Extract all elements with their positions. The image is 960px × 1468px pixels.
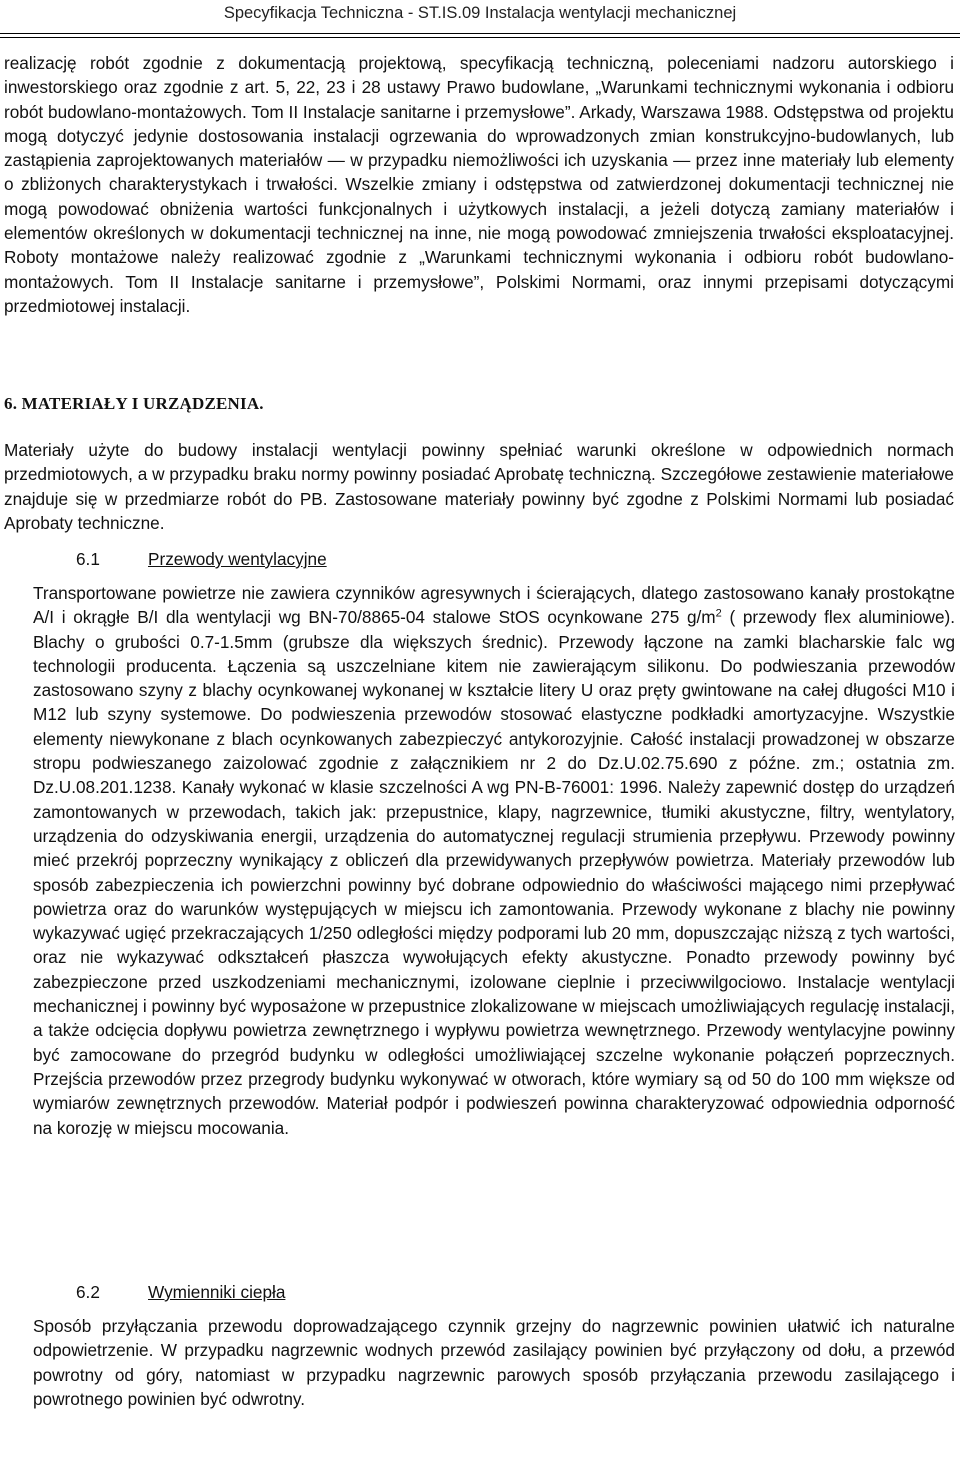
section-6-1-title: Przewody wentylacyjne bbox=[148, 549, 327, 569]
section-6-2-heading bbox=[76, 1280, 285, 1304]
superscript-exponent: 2 bbox=[715, 607, 722, 620]
section-6-heading: 6. MATERIAŁY I URZĄDZENIA. bbox=[4, 394, 264, 413]
section-6-1-text-a: Transportowane powietrze nie zawiera czynników agresywnych i ścierających, dlatego zastosowano kanały prostokątne A/I i okrągłe B/I dla wentylacji wg BN-70/8865-04 stalowe StOS ocynkowane 275 g/m bbox=[33, 583, 955, 628]
section-6-paragraph: Materiały użyte do budowy instalacji wentylacji powinny spełniać warunki określone w odpowiednich normach przedmiotowych, a w przypadku braku normy powinny posiadać Aprobatę techniczną. Szczegółowe zestawienie materiałowe znajduje się w przedmiarze robót do PB. Zastosowane materiały powinny być zgodne z Polskimi Normami lub posiadać Aprobaty techniczne. bbox=[4, 440, 954, 533]
header-rule-bottom bbox=[0, 37, 960, 38]
section-6-2-paragraph: Sposób przyłączania przewodu doprowadzającego czynnik grzejny do nagrzewnic powinien ułatwić ich naturalne odpowietrzenie. W przypadku nagrzewnic wodnych przewód zasilający powinien być przyłączony od dołu, a przewód powrotny od góry, natomiast w przypadku nagrzewnic parowych sposób przyłączania przewodu zasilającego i powrotnego powinien być odwrotny. bbox=[33, 1316, 955, 1409]
header-rule-top bbox=[0, 33, 960, 34]
section-6-2-title: Wymienniki ciepła bbox=[148, 1282, 286, 1302]
intro-paragraph: realizację robót zgodnie z dokumentacją projektową, specyfikacją techniczną, poleceniami nadzoru autorskiego i inwestorskiego oraz zgodnie z art. 5, 22, 23 i 28 ustawy Prawo budowlane, „Warunkami technicznymi wykonania i odbioru robót budowlano-montażowych. Tom II Instalacje sanitarne i przemysłowe”. Arkady, Warszawa 1988. Odstępstwa od projektu mogą dotyczyć jedynie dostosowania instalacji ogrzewania do wprowadzonych zmian konstrukcyjno-budowlanych, lub zastąpienia zaprojektowanych materiałów — w przypadku niemożliwości ich uzyskania — przez inne materiały lub elementy o zbliżonych charakterystykach i trwałości. Wszelkie zmiany i odstępstwa od zatwierdzonej dokumentacji technicznej nie mogą powodować obniżenia wartości funkcjonalnych i użytkowych instalacji, a jeżeli dotyczą zamiany materiałów i elementów określonych w dokumentacji technicznej na inne, nie mogą powodować zmniejszenia trwałości eksploatacyjnej. Roboty montażowe należy realizować zgodnie z „Warunkami technicznymi wykonania i odbioru robót budowlano-montażowych. Tom II Instalacje sanitarne i przemysłowe”, Polskimi Normami, oraz innymi przepisami dotyczącymi przedmiotowej instalacji. bbox=[4, 53, 954, 316]
section-6-1-number: 6.1 bbox=[76, 549, 100, 569]
section-6-2-number: 6.2 bbox=[76, 1282, 100, 1302]
section-6-1-paragraph bbox=[33, 581, 955, 1140]
running-header: Specyfikacja Techniczna - ST.IS.09 Instalacja wentylacji mechanicznej bbox=[223, 4, 737, 22]
section-6-1-heading bbox=[76, 547, 327, 571]
section-6-1-text-b: ( przewody flex aluminiowe). Blachy o grubości 0.7-1.5mm (grubsze dla większych średnic). Przewody łączone na zamki blacharskie falc wg technologii producenta. Łączenia są uszczelniane kitem nie zawierającym silikonu. Do podwieszania przewodów zastosowano szyny z blachy ocynkowanej wykonanej w kształcie litery U oraz pręty gwintowane na całej długości M10 i M12 lub szyny systemowe. Do podwieszenia przewodów stosować elastyczne podkładki amortyzacyjne. Wszystkie elementy niewykonane z blach ocynkowanych zabezpieczyć antykorozyjnie. Całość instalacji prowadzonej w obszarze stropu podwieszanego zaizolować zgodnie z załącznikiem nr 2 do Dz.U.02.75.690 z późne. zm.; ostatnia zm. Dz.U.08.201.1238. Kanały wykonać w klasie szczelności A wg PN-B-76001: 1996. Należy zapewnić dostęp do urządzeń zamontowanych w przewodach, takich jak: przepustnice, klapy, nagrzewnice, tłumiki akustyczne, filtry, wentylatory, urządzenia do odzyskiwania energii, urządzenia do automatycznej regulacji strumienia przepływu. Przewody powinny mieć przekrój poprzeczny wynikający z obliczeń dla przewidywanych przepływów powietrza. Materiały przewodów lub sposób zabezpieczenia ich powierzchni powinny być dobrane odpowiednio do właściwości mającego nimi przepływać powietrza oraz do warunków występujących w miejscu ich zamontowania. Przewody wykonane z blachy nie powinny wykazywać ugięć przekraczających 1/250 odległości między podporami lub 20 mm, dopuszczając niższą z tych wartości, oraz nie wykazywać odkształceń płaszcza wywołujących efekty akustyczne. Ponadto przewody powinny być zabezpieczone przed uszkodzeniami mechanicznymi, izolowane cieplnie i przeciwwilgociowo. Instalacje wentylacji mechanicznej i powinny być wyposażone w przepustnice zlokalizowane w miejscach umożliwiających regulację instalacji, a także odcięcia dopływu powietrza zewnętrznego i wypływu powietrza wewnętrznego. Przewody wentylacyjne powinny być zamocowane do przegród budynku w odległości umożliwiającej szczelne wykonanie połączeń poprzecznych. Przejścia przewodów przez przegrody budynku wykonywać w otworach, które wymiary są od 50 do 100 mm większe od wymiarów zewnętrznych przewodów. Materiał podpór i podwieszeń powinna charakteryzować odpowiednia odporność na korozję w miejscu mocowania. bbox=[33, 607, 956, 1138]
